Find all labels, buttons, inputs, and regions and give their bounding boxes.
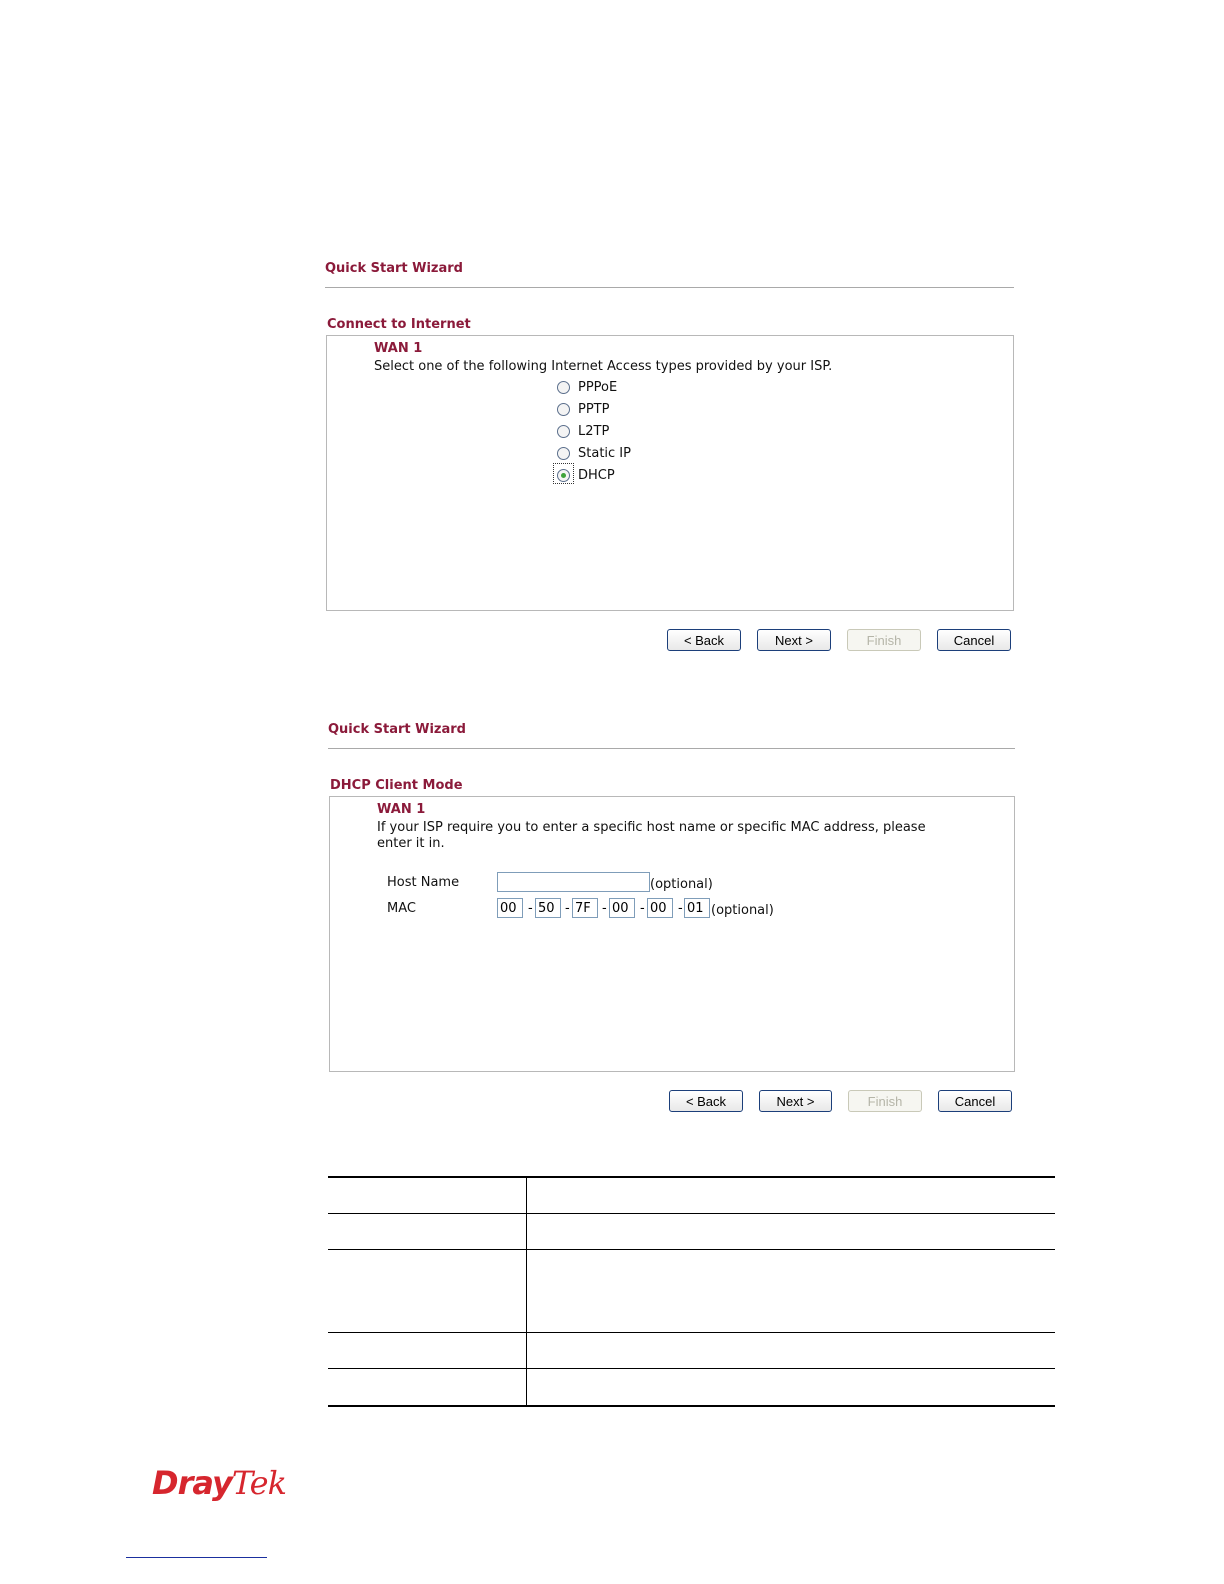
mac-octet-3-input[interactable] (572, 898, 598, 918)
next-button[interactable]: Next > (757, 629, 831, 651)
host-name-optional-note: (optional) (650, 877, 713, 892)
wizard1-instruction: Select one of the following Internet Access types provided by your ISP. (374, 359, 833, 374)
radio-button[interactable] (557, 447, 570, 460)
wizard1-section-title: Connect to Internet (327, 317, 471, 332)
wizard2-wan-label: WAN 1 (377, 802, 426, 817)
wizard2-panel (329, 796, 1015, 1072)
next-button[interactable]: Next > (759, 1090, 832, 1112)
radio-option-l2tp[interactable] (557, 421, 609, 441)
radio-label: PPTP (578, 401, 610, 417)
host-name-input[interactable] (497, 872, 650, 892)
mac-separator: - (640, 901, 645, 916)
cancel-button[interactable]: Cancel (938, 1090, 1012, 1112)
mac-optional-note: (optional) (711, 903, 774, 918)
wizard2-instruction-line1: If your ISP require you to enter a specific host name or specific MAC address, please (377, 820, 926, 835)
cancel-button[interactable]: Cancel (937, 629, 1011, 651)
table-bottom-border (328, 1405, 1055, 1407)
mac-octet-2-input[interactable] (535, 898, 561, 918)
wizard1-panel (326, 335, 1014, 611)
mac-octet-1-input[interactable] (497, 898, 523, 918)
table-row-divider (328, 1249, 1055, 1250)
back-button[interactable]: < Back (669, 1090, 743, 1112)
mac-label: MAC (387, 901, 416, 916)
radio-option-dhcp[interactable] (557, 465, 615, 485)
finish-button[interactable]: Finish (847, 629, 921, 651)
finish-button[interactable]: Finish (848, 1090, 922, 1112)
radio-option-static-ip[interactable] (557, 443, 631, 463)
radio-button[interactable] (557, 381, 570, 394)
radio-option-pppoe[interactable] (557, 377, 617, 397)
back-button[interactable]: < Back (667, 629, 741, 651)
wizard1-wan-label: WAN 1 (374, 341, 423, 356)
table-row-divider (328, 1213, 1055, 1214)
footer-rule (126, 1557, 267, 1558)
mac-separator: - (678, 901, 683, 916)
table-top-border (328, 1176, 1055, 1178)
table-row-divider (328, 1332, 1055, 1333)
mac-separator: - (602, 901, 607, 916)
logo-text-tek: Tek (231, 1464, 286, 1502)
wizard2-divider (328, 748, 1015, 749)
radio-label: DHCP (578, 467, 615, 483)
radio-label: Static IP (578, 445, 631, 461)
radio-button-selected[interactable] (557, 469, 570, 482)
table-row-divider (328, 1368, 1055, 1369)
wizard1-title: Quick Start Wizard (325, 261, 463, 276)
mac-octet-6-input[interactable] (684, 898, 710, 918)
wizard2-section-title: DHCP Client Mode (330, 778, 463, 793)
logo-text-dray: Dray (152, 1464, 232, 1502)
wizard2-title: Quick Start Wizard (328, 722, 466, 737)
mac-octet-5-input[interactable] (647, 898, 673, 918)
radio-label: L2TP (578, 423, 610, 439)
wizard1-divider (325, 287, 1014, 288)
mac-separator: - (528, 901, 533, 916)
mac-separator: - (565, 901, 570, 916)
table-column-divider (526, 1176, 527, 1407)
radio-label: PPPoE (578, 379, 618, 395)
radio-button[interactable] (557, 403, 570, 416)
radio-option-pptp[interactable] (557, 399, 609, 419)
radio-button[interactable] (557, 425, 570, 438)
wizard2-instruction-line2: enter it in. (377, 836, 445, 851)
draytek-logo (152, 1464, 286, 1502)
mac-octet-4-input[interactable] (609, 898, 635, 918)
host-name-label: Host Name (387, 875, 460, 890)
